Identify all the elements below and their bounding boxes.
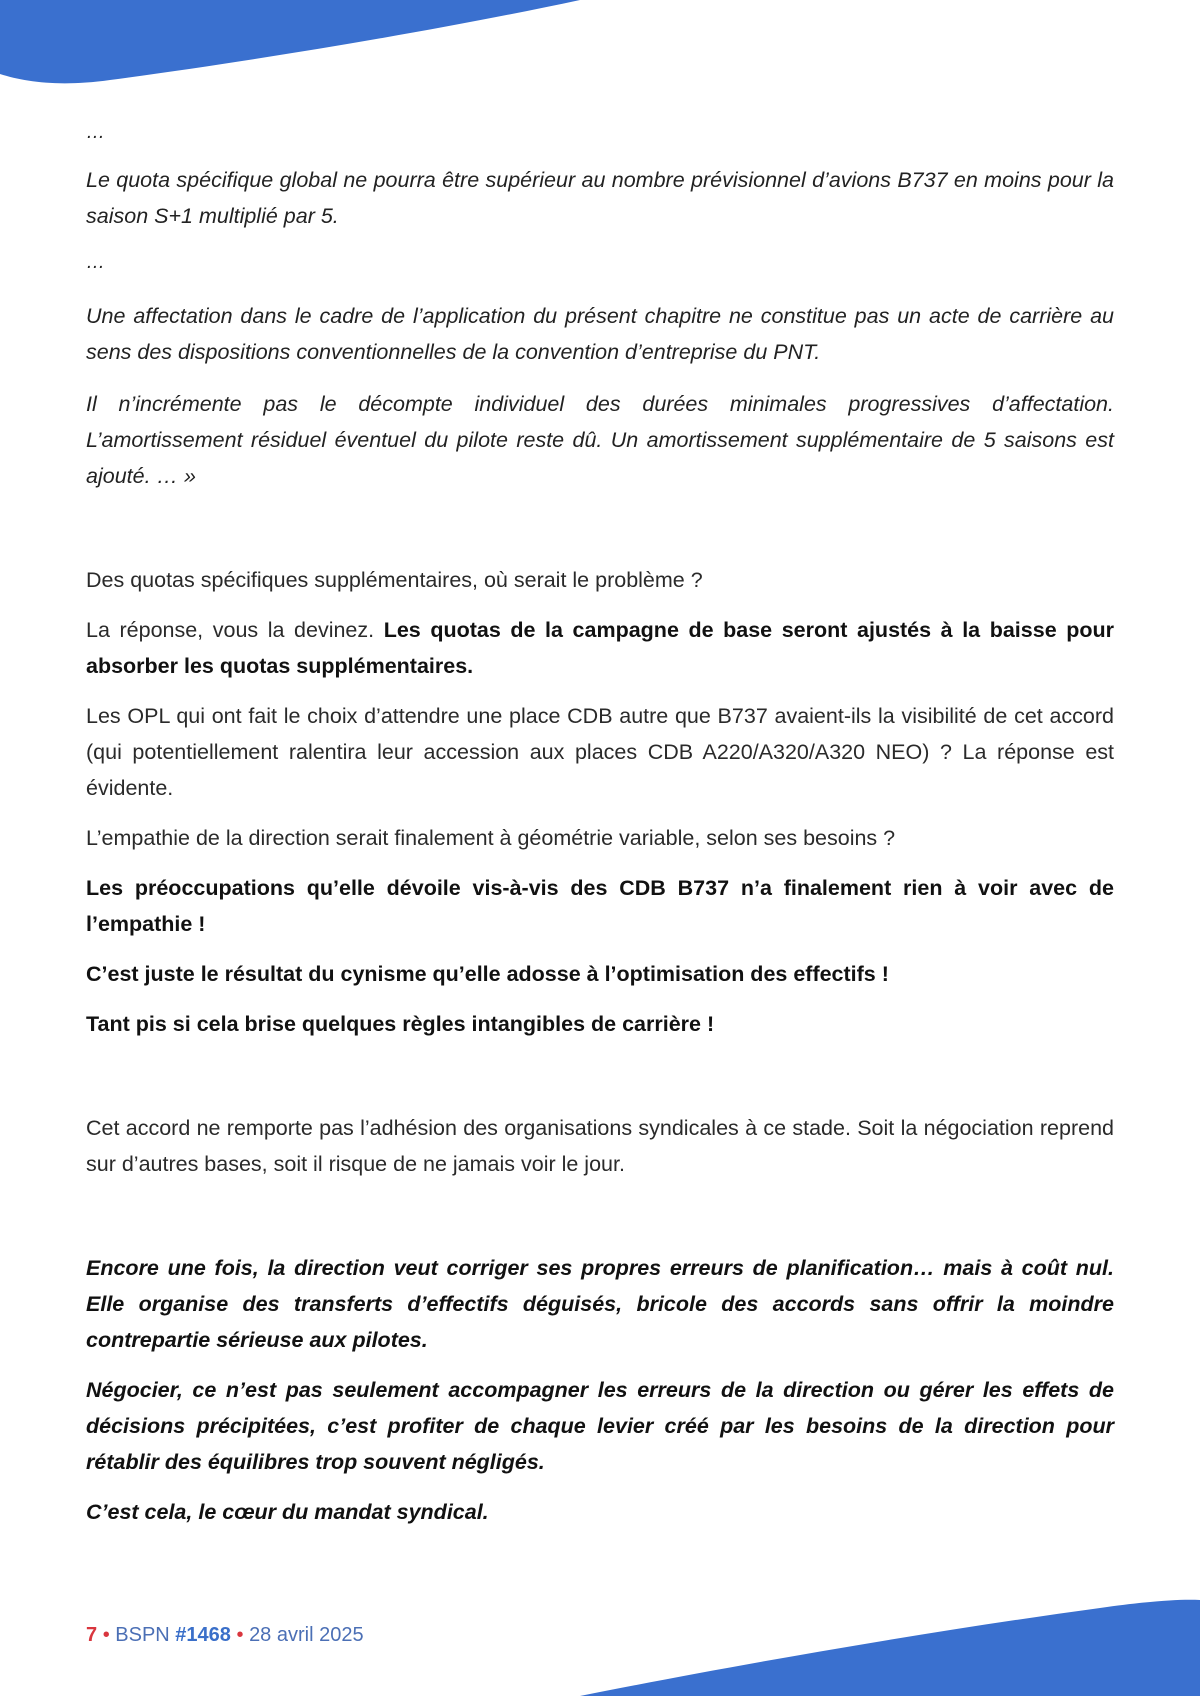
top-wave-decoration <box>0 0 580 90</box>
page-number: 7 <box>86 1624 98 1646</box>
paragraph-opl: Les OPL qui ont fait le choix d’attendre une place CDB autre que B737 avaient-ils la visibilité de cet accord (qui potentiellement ralentira leur accession aux places CDB A220/A320/A320 NEO) ? La réponse est évidente. <box>86 704 1114 800</box>
page-content <box>86 118 1114 1530</box>
quote-paragraph-affectation: Une affectation dans le cadre de l’application du présent chapitre ne constitue pas un acte de carrière au sens des dispositions conventionnelles de la convention d’entreprise du PNT. <box>86 304 1114 364</box>
paragraph-reponse <box>86 612 1114 684</box>
bold-statement-cynisme: C’est juste le résultat du cynisme qu’elle adosse à l’optimisation des effectifs ! <box>86 962 889 986</box>
footer-separator-2: • <box>236 1624 244 1646</box>
bold-statement-regles: Tant pis si cela brise quelques règles intangibles de carrière ! <box>86 1012 715 1036</box>
paragraph-question: Des quotas spécifiques supplémentaires, où serait le problème ? <box>86 568 703 592</box>
bottom-wave-decoration <box>580 1596 1200 1696</box>
publication-name: BSPN <box>115 1624 170 1646</box>
bold-statement-preoccupations: Les préoccupations qu’elle dévoile vis-à-vis des CDB B737 n’a finalement rien à voir avec de l’empathie ! <box>86 876 1114 936</box>
page-footer <box>86 1624 364 1647</box>
paragraph-accord: Cet accord ne remporte pas l’adhésion des organisations syndicales à ce stade. Soit la négociation reprend sur d’autres bases, soit il risque de ne jamais voir le jour. <box>86 1116 1114 1176</box>
paragraph-empathie: L’empathie de la direction serait finalement à géométrie variable, selon ses besoins ? <box>86 826 896 850</box>
quote-paragraph-quota: Le quota spécifique global ne pourra être supérieur au nombre prévisionnel d’avions B737 en moins pour la saison S+1 multiplié par 5. <box>86 168 1114 228</box>
conclusion-paragraph-1: Encore une fois, la direction veut corriger ses propres erreurs de planification… mais à coût nul. Elle organise des transferts d’effectifs déguisés, bricole des accords sans offrir la moindre contrepartie sérieuse aux pilotes. <box>86 1256 1114 1352</box>
reponse-bold: Les quotas de la campagne de base seront ajustés à la baisse pour absorber les quotas supplémentaires. <box>86 618 1114 678</box>
quote-ellipsis-1: … <box>86 122 105 143</box>
quote-paragraph-amortissement: Il n’incrémente pas le décompte individuel des durées minimales progressives d’affectation. L’amortissement résiduel éventuel du pilote reste dû. Un amortissement supplémentaire de 5 saisons est ajouté. … » <box>86 392 1114 488</box>
issue-number: #1468 <box>175 1624 231 1646</box>
issue-date: 28 avril 2025 <box>249 1624 364 1646</box>
reponse-intro: La réponse, vous la devinez. <box>86 618 384 642</box>
conclusion-paragraph-2: Négocier, ce n’est pas seulement accompagner les erreurs de la direction ou gérer les effets de décisions précipitées, c’est profiter de chaque levier créé par les besoins de la direction pour rétablir des équilibres trop souvent négligés. <box>86 1378 1114 1474</box>
quote-ellipsis-2: … <box>86 252 105 273</box>
footer-separator-1: • <box>102 1624 110 1646</box>
conclusion-paragraph-3: C’est cela, le cœur du mandat syndical. <box>86 1500 489 1524</box>
